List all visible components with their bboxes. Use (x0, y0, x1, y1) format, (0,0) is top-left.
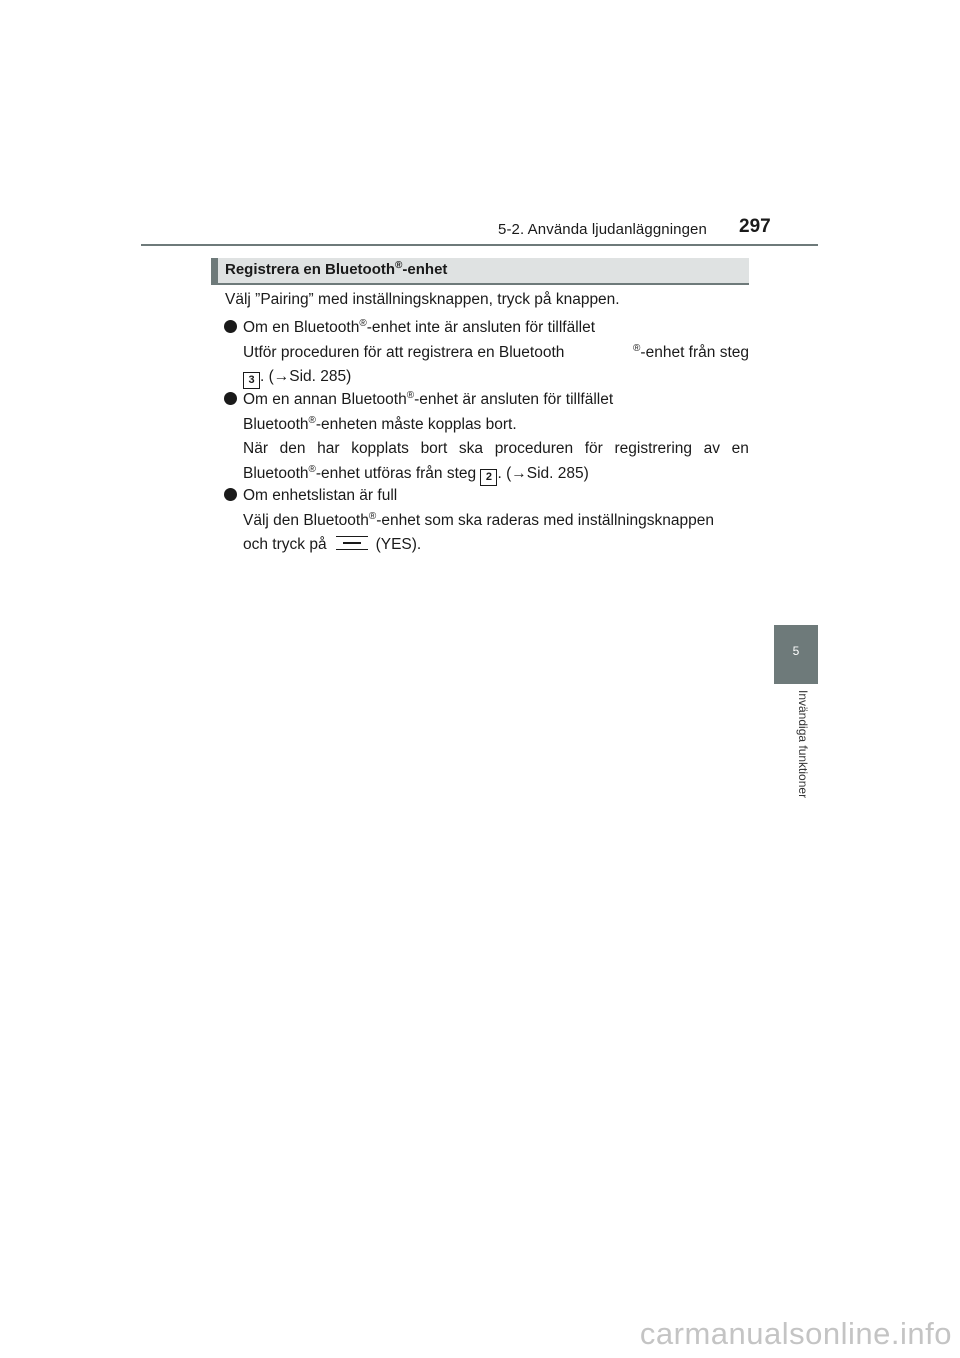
item-text-line (243, 464, 749, 489)
item-heading (243, 318, 749, 343)
chapter-label: Invändiga funktioner (796, 690, 810, 799)
list-item (224, 390, 749, 488)
page-reference: . (→Sid. 285) (260, 368, 352, 385)
item-text: -enheten måste kopplas bort. (315, 415, 517, 433)
item-text-line (243, 415, 749, 440)
item-text: -enhet som ska raderas med inställningsknappen (376, 511, 714, 529)
item-text: Bluetooth (243, 415, 309, 433)
section-heading: 5-2. Använda ljudanläggningen (498, 221, 707, 238)
button-icon (336, 536, 368, 550)
item-text: och tryck på (243, 536, 327, 553)
word: bort (420, 440, 448, 457)
header-divider (141, 244, 818, 246)
word: av (703, 440, 721, 457)
word: ska (458, 440, 484, 457)
section-title-bar (211, 258, 749, 285)
step-number-box: 2 (480, 469, 497, 486)
item-heading-text: Om en Bluetooth (243, 319, 360, 336)
word: registrering (614, 440, 693, 457)
item-heading: Om enhetslistan är full (243, 487, 398, 504)
bullet-icon (224, 320, 237, 333)
item-text-line (243, 535, 749, 560)
item-text: Bluetooth (243, 464, 309, 482)
item-text: Välj den Bluetooth (243, 511, 369, 529)
title-accent-bar (211, 258, 218, 283)
registered-mark: ® (308, 414, 316, 426)
item-heading-text: -enhet inte är ansluten för tillfället (366, 319, 596, 336)
registered-mark: ® (368, 510, 377, 522)
watermark: carmanualsonline.info (639, 1316, 952, 1351)
word: har (317, 440, 340, 457)
word: kopplats (351, 440, 409, 457)
word: proceduren (494, 440, 574, 457)
item-text: Utför proceduren för att registrera en Bluetooth (243, 343, 565, 361)
word: för (584, 440, 603, 457)
chapter-tab (774, 625, 818, 684)
page-reference: . (→Sid. 285) (497, 464, 589, 482)
step-number-box: 3 (243, 372, 260, 389)
item-heading (243, 390, 749, 415)
page-number: 297 (739, 216, 771, 237)
item-text: -enhet utföras från steg (315, 464, 477, 482)
item-text-line (243, 367, 749, 392)
registered-mark: ® (395, 260, 403, 271)
section-title (225, 261, 447, 278)
item-text: (YES). (375, 536, 422, 553)
word: När (243, 440, 268, 457)
list-item (224, 486, 749, 560)
chapter-number: 5 (792, 644, 800, 658)
registered-mark: ® (633, 342, 641, 354)
word: en (731, 440, 749, 457)
section-title-text: Registrera en Bluetooth (225, 261, 396, 278)
item-text-line (243, 439, 749, 464)
section-title-suffix: -enhet (402, 261, 448, 278)
registered-mark: ® (359, 318, 367, 329)
registered-mark: ® (406, 390, 415, 401)
item-text-line (243, 343, 749, 368)
list-item (224, 318, 749, 392)
item-text: -enhet från steg (640, 343, 749, 361)
intro-instruction: Välj ”Pairing” med inställningsknappen, tryck på knappen. (225, 291, 620, 308)
bullet-icon (224, 488, 237, 501)
bullet-icon (224, 392, 237, 405)
word: den (279, 440, 306, 457)
item-text-line (243, 511, 749, 536)
registered-mark: ® (308, 463, 316, 475)
item-heading-text: -enhet är ansluten för tillfället (414, 391, 614, 408)
item-heading-text: Om en annan Bluetooth (243, 391, 407, 408)
